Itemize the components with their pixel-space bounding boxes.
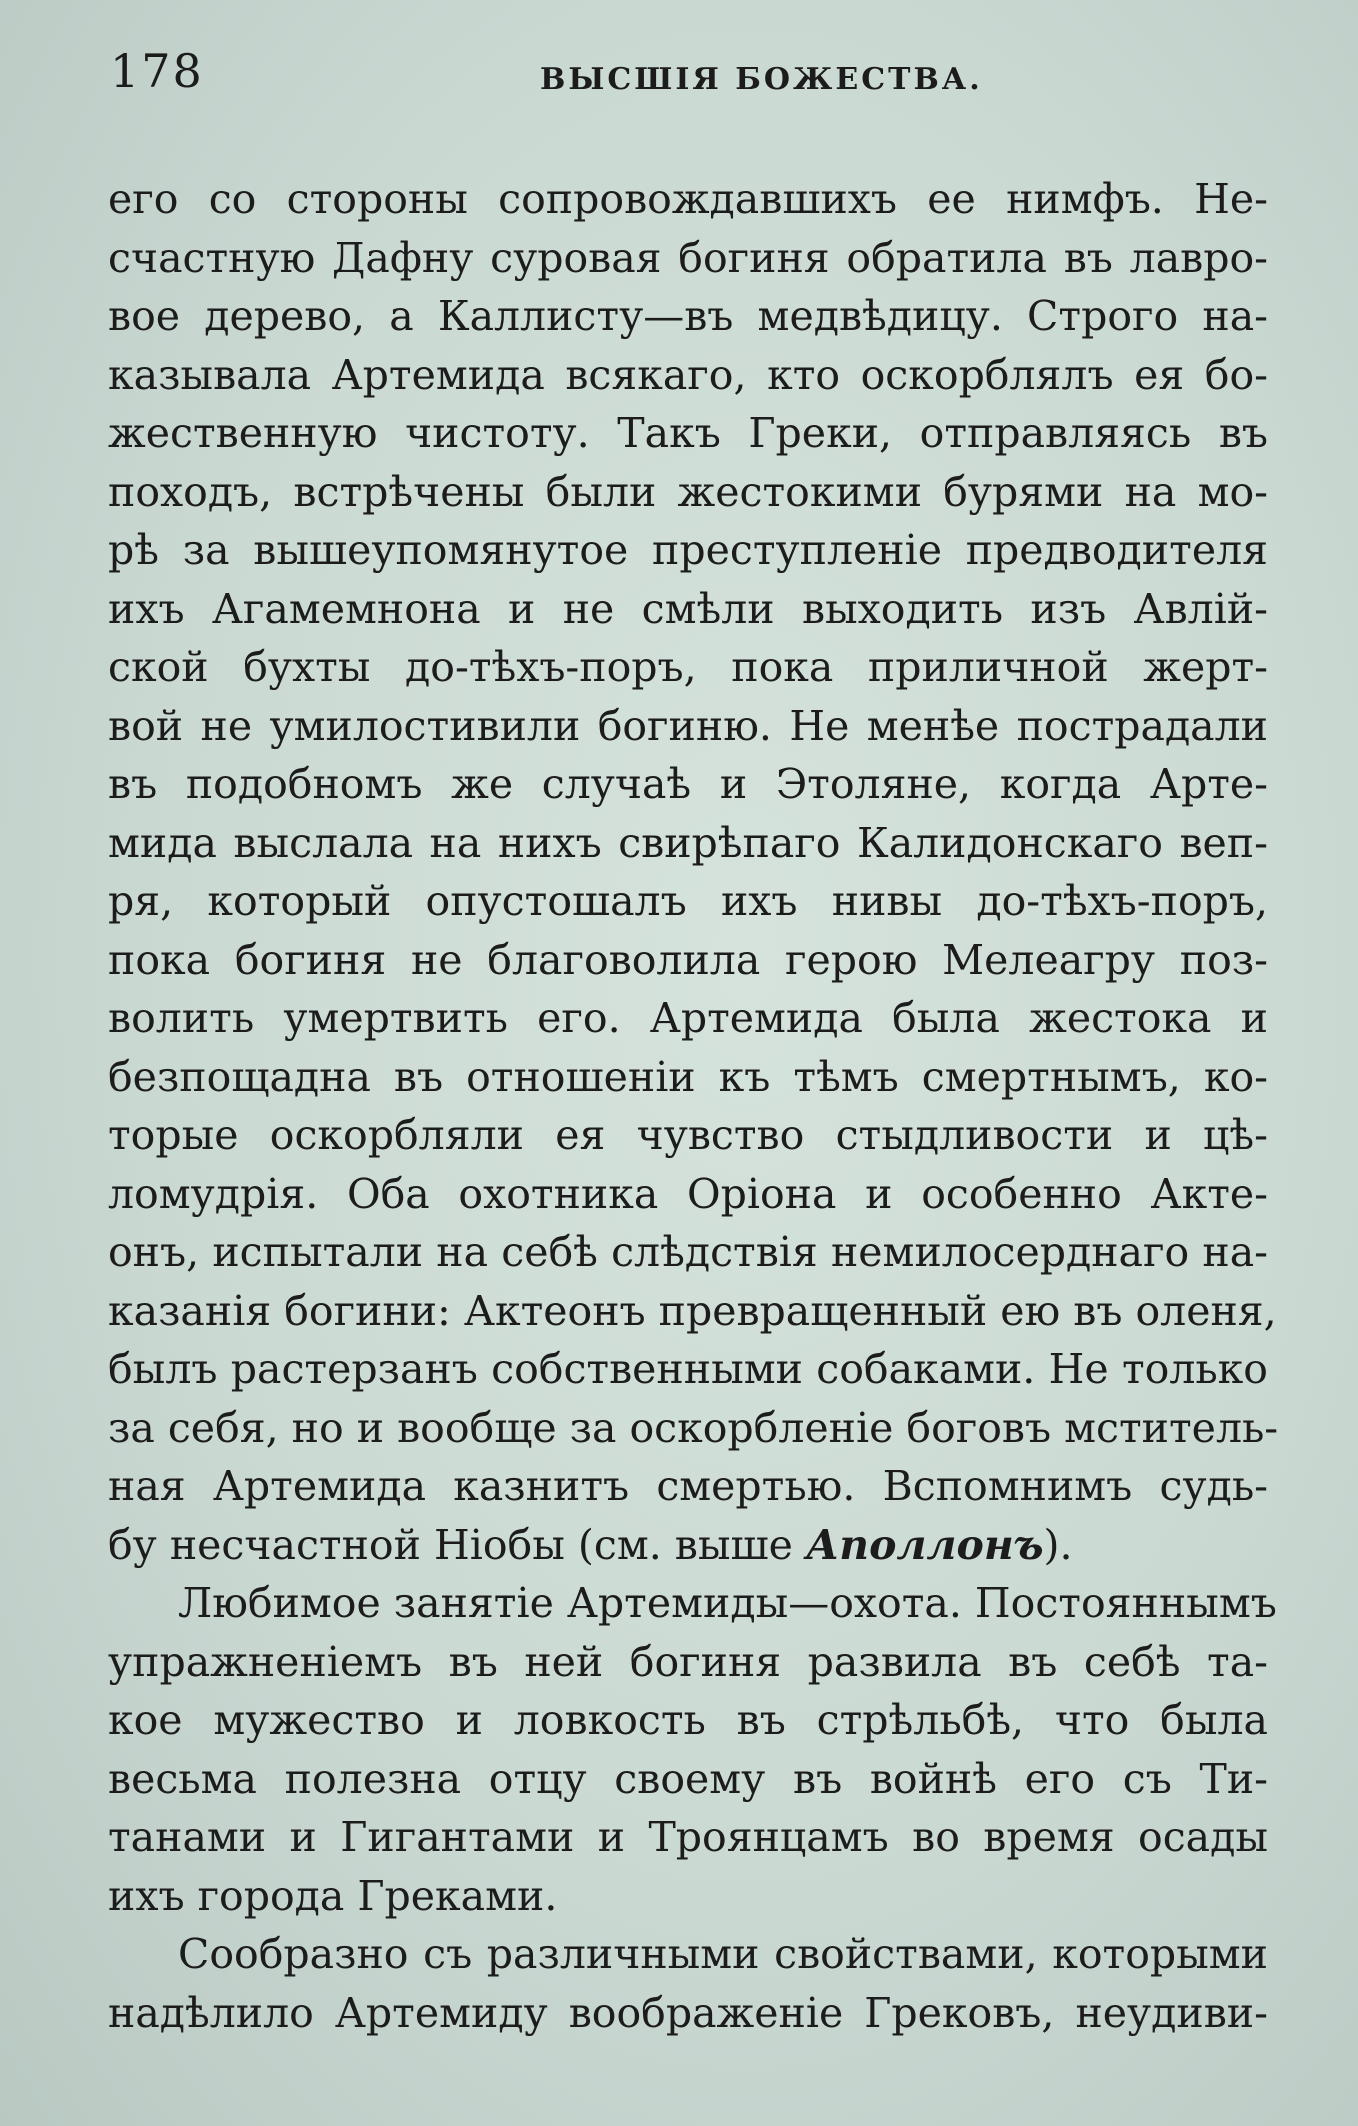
page-number: 178 (110, 44, 204, 98)
text-line: походъ, встрѣчены были жестокими бурями на мо- (108, 467, 1268, 516)
text-line: упражненіемъ въ ней богиня развила въ себѣ та- (108, 1637, 1268, 1686)
text-line: вой не умилостивили богиню. Не менѣе пострадали (108, 701, 1268, 750)
text-line: пока богиня не благоволила герою Мелеагру поз- (108, 935, 1268, 984)
text-line: ской бухты до-тѣхъ-поръ, пока приличной жерт- (108, 643, 1268, 691)
cross-reference: Аполлонъ (805, 1520, 1044, 1569)
text-line: волить умертвить его. Артемида была жестока и (108, 994, 1268, 1042)
paragraph-start-line: Сообразно съ различными свойствами, которыми (178, 1930, 1268, 1978)
text-line: весьма полезна отцу своему въ войнѣ его съ Ти- (108, 1754, 1268, 1803)
body-text (108, 170, 1279, 2042)
text-line: ная Артемида казнитъ смертью. Вспомнимъ судь- (108, 1462, 1268, 1510)
text-line: надѣлило Артемиду воображеніе Грековъ, неудиви- (108, 1988, 1268, 2037)
text-line: торые оскорбляли ея чувство стыдливости и цѣ- (108, 1111, 1268, 1159)
reference-suffix: ). (1043, 1520, 1073, 1569)
text-line: ломудрія. Оба охотника Оріона и особенно Акте- (108, 1169, 1268, 1218)
text-line: рѣ за вышеупомянутое преступленіе предводителя (108, 526, 1268, 574)
text-line: кое мужество и ловкость въ стрѣльбѣ, что была (108, 1696, 1268, 1744)
text-line: былъ растерзанъ собственными собаками. Не только (108, 1345, 1268, 1393)
text-line: вое дерево, а Каллисту—въ медвѣдицу. Строго на- (108, 292, 1268, 340)
text-line: жественную чистоту. Такъ Греки, отправляясь въ (108, 409, 1268, 457)
text-line: за себя, но и вообще за оскорбленіе боговъ мститель- (108, 1403, 1279, 1452)
text-line-with-reference (108, 1516, 1268, 1575)
text-line: ихъ Агамемнона и не смѣли выходить изъ Авлій- (108, 584, 1268, 633)
text-line: казанія богини: Актеонъ превращенный ею въ оленя, (108, 1286, 1277, 1335)
paragraph-start-line: Любимое занятіе Артемиды—охота. Постояннымъ (178, 1579, 1277, 1627)
text-line: казывала Артемида всякаго, кто оскорблялъ ея бо- (108, 350, 1268, 399)
text-line: безпощадна въ отношеніи къ тѣмъ смертнымъ, ко- (108, 1052, 1268, 1101)
text-line: онъ, испытали на себѣ слѣдствія немилосерднаго на- (108, 1228, 1268, 1276)
running-head: ВЫСШІЯ БОЖЕСТВА. (540, 62, 983, 97)
text-line: ихъ города Греками. (108, 1871, 558, 1920)
text-line: въ подобномъ же случаѣ и Этоляне, когда Арте- (108, 760, 1268, 808)
text-line: счастную Дафну суровая богиня обратила въ лавро- (108, 233, 1268, 282)
text-line: мида выслала на нихъ свирѣпаго Калидонскаго веп- (108, 818, 1268, 867)
text-line: его со стороны сопровождавшихъ ее нимфъ. Не- (108, 175, 1268, 223)
reference-prefix: бу несчастной Ніобы (см. выше (108, 1520, 806, 1569)
text-line: ря, который опустошалъ ихъ нивы до-тѣхъ-поръ, (108, 877, 1268, 925)
text-line: танами и Гигантами и Троянцамъ во время осады (108, 1813, 1268, 1861)
